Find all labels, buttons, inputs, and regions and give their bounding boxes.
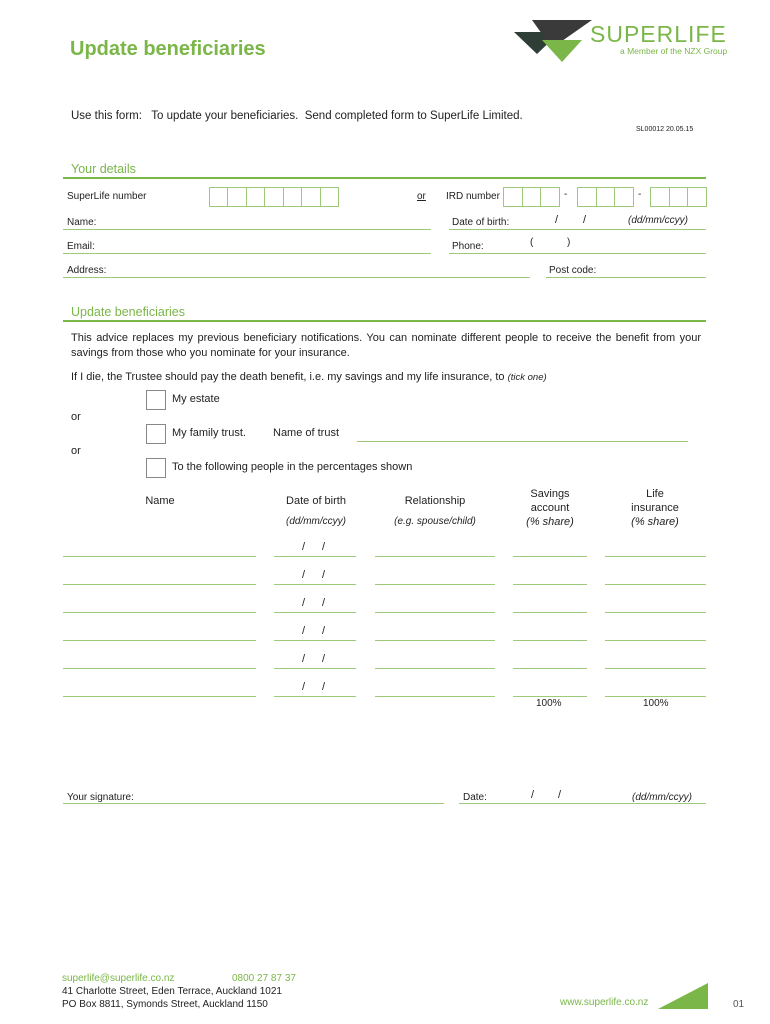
dob-slash: / (302, 681, 306, 693)
beneficiary-relationship-field[interactable] (375, 612, 495, 613)
phone-label: Phone: (452, 241, 484, 252)
beneficiary-dob-field[interactable] (274, 640, 356, 641)
page-number: 01 (733, 999, 745, 1010)
ird-number-input-3[interactable] (650, 187, 707, 207)
beneficiary-name-field[interactable] (63, 668, 256, 669)
beneficiary-savings-field[interactable] (513, 696, 587, 697)
date-slash: / (531, 789, 535, 801)
superlife-number-label: SuperLife number (67, 191, 147, 202)
beneficiary-name-field[interactable] (63, 696, 256, 697)
or-separator: or (71, 411, 81, 423)
dash-label: - (564, 189, 568, 200)
beneficiary-dob-field[interactable] (274, 584, 356, 585)
footer-email[interactable]: superlife@superlife.co.nz (62, 973, 175, 984)
dob-slash: / (302, 653, 306, 665)
phone-paren-open: ( (530, 237, 534, 248)
trust-name-label: Name of trust (273, 427, 340, 439)
address-label: Address: (67, 265, 107, 276)
beneficiary-name-field[interactable] (63, 612, 256, 613)
email-label: Email: (67, 241, 95, 252)
footer-street-address: 41 Charlotte Street, Eden Terrace, Auckland 1021 (62, 986, 282, 997)
beneficiary-dob-field[interactable] (274, 612, 356, 613)
intro-text: Use this form: To update your beneficiaries. Send completed form to SuperLife Limited. (71, 110, 523, 122)
dob-field[interactable] (449, 229, 706, 230)
section-divider (63, 177, 706, 179)
beneficiary-life-field[interactable] (605, 668, 706, 669)
beneficiary-life-field[interactable] (605, 640, 706, 641)
family-trust-label: My family trust. (172, 427, 246, 439)
dob-slash: / (302, 541, 306, 553)
col-relationship-header: Relationship (404, 495, 466, 507)
dob-slash: / (302, 625, 306, 637)
beneficiary-savings-field[interactable] (513, 584, 587, 585)
dob-slash: / (302, 597, 306, 609)
dob-slash: / (322, 625, 326, 637)
my-estate-checkbox[interactable] (146, 390, 166, 410)
beneficiary-relationship-field[interactable] (375, 696, 495, 697)
death-benefit-text (71, 370, 547, 385)
dob-slash: / (583, 214, 587, 226)
signature-label: Your signature: (67, 792, 134, 803)
dob-slash: / (322, 569, 326, 581)
form-code: SL00012 20.05.15 (636, 126, 694, 133)
beneficiary-name-field[interactable] (63, 556, 256, 557)
savings-total: 100% (536, 698, 562, 709)
col-dob-hint: (dd/mm/ccyy) (286, 516, 346, 527)
phone-paren-close: ) (567, 237, 571, 248)
col-savings-line3: (% share) (526, 516, 574, 528)
or-label: or (417, 191, 426, 202)
signature-field[interactable] (63, 803, 444, 804)
col-relationship-hint: (e.g. spouse/child) (394, 516, 476, 527)
dob-hint: (dd/mm/ccyy) (628, 215, 688, 226)
beneficiary-advice-text: This advice replaces my previous beneficiary notifications. You can nominate different people to receive the benefit from your savings from those who you nominate for your insurance. (71, 332, 701, 359)
beneficiary-relationship-field[interactable] (375, 556, 495, 557)
dob-slash: / (302, 569, 306, 581)
beneficiary-life-field[interactable] (605, 696, 706, 697)
life-total: 100% (643, 698, 669, 709)
col-savings-line1: Savings (530, 488, 570, 500)
ird-number-input-1[interactable] (503, 187, 560, 207)
section-divider (63, 320, 706, 322)
email-field[interactable] (63, 253, 431, 254)
date-slash: / (558, 789, 562, 801)
beneficiary-life-field[interactable] (605, 556, 706, 557)
col-savings-line2: account (530, 502, 570, 514)
date-label: Date: (463, 792, 487, 803)
col-name-header: Name (145, 495, 175, 507)
col-life-line3: (% share) (631, 516, 679, 528)
dob-slash: / (322, 653, 326, 665)
dob-slash: / (322, 597, 326, 609)
ird-number-input-2[interactable] (577, 187, 634, 207)
tick-one-hint: (tick one) (507, 372, 547, 383)
footer-phone: 0800 27 87 37 (232, 973, 296, 984)
beneficiary-savings-field[interactable] (513, 640, 587, 641)
ird-number-label: IRD number (446, 191, 500, 202)
footer-triangle-icon (658, 983, 708, 1009)
col-life-line2: insurance (631, 502, 679, 514)
death-benefit-label: If I die, the Trustee should pay the death benefit, i.e. my savings and my life insurance, to (71, 371, 505, 383)
my-estate-label: My estate (172, 393, 220, 405)
date-field[interactable] (459, 803, 706, 804)
footer-po-box: PO Box 8811, Symonds Street, Auckland 1150 (62, 999, 268, 1010)
logo-subtitle: a Member of the NZX Group (620, 46, 728, 56)
beneficiary-life-field[interactable] (605, 612, 706, 613)
beneficiary-life-field[interactable] (605, 584, 706, 585)
beneficiary-name-field[interactable] (63, 640, 256, 641)
beneficiary-dob-field[interactable] (274, 668, 356, 669)
beneficiary-dob-field[interactable] (274, 556, 356, 557)
col-savings-header (510, 487, 590, 529)
beneficiary-relationship-field[interactable] (375, 668, 495, 669)
dash-label: - (638, 189, 642, 200)
name-label: Name: (67, 217, 97, 228)
your-details-heading: Your details (71, 162, 136, 176)
family-trust-checkbox[interactable] (146, 424, 166, 444)
following-people-label: To the following people in the percentages shown (172, 461, 413, 473)
address-field[interactable] (63, 277, 530, 278)
trust-name-field[interactable] (357, 441, 688, 442)
name-field[interactable] (63, 229, 431, 230)
post-code-field[interactable] (546, 277, 706, 278)
post-code-label: Post code: (549, 265, 597, 276)
dob-slash: / (322, 541, 326, 553)
or-separator: or (71, 445, 81, 457)
dob-label: Date of birth: (452, 217, 510, 228)
beneficiary-dob-field[interactable] (274, 696, 356, 697)
logo-text: SUPERLIFE (590, 21, 727, 47)
beneficiary-savings-field[interactable] (513, 612, 587, 613)
phone-field[interactable] (449, 253, 706, 254)
footer-website[interactable]: www.superlife.co.nz (560, 997, 649, 1008)
col-life-header (615, 487, 695, 529)
col-dob-header: Date of birth (286, 495, 346, 507)
following-people-checkbox[interactable] (146, 458, 166, 478)
col-life-line1: Life (646, 488, 664, 500)
page-title: Update beneficiaries (70, 38, 266, 60)
dob-slash: / (322, 681, 326, 693)
superlife-number-input[interactable] (209, 187, 339, 207)
beneficiary-name-field[interactable] (63, 584, 256, 585)
date-hint: (dd/mm/ccyy) (632, 792, 692, 803)
beneficiary-relationship-field[interactable] (375, 640, 495, 641)
beneficiary-relationship-field[interactable] (375, 584, 495, 585)
beneficiary-savings-field[interactable] (513, 556, 587, 557)
dob-slash: / (555, 214, 559, 226)
update-heading: Update beneficiaries (71, 305, 185, 319)
beneficiary-savings-field[interactable] (513, 668, 587, 669)
